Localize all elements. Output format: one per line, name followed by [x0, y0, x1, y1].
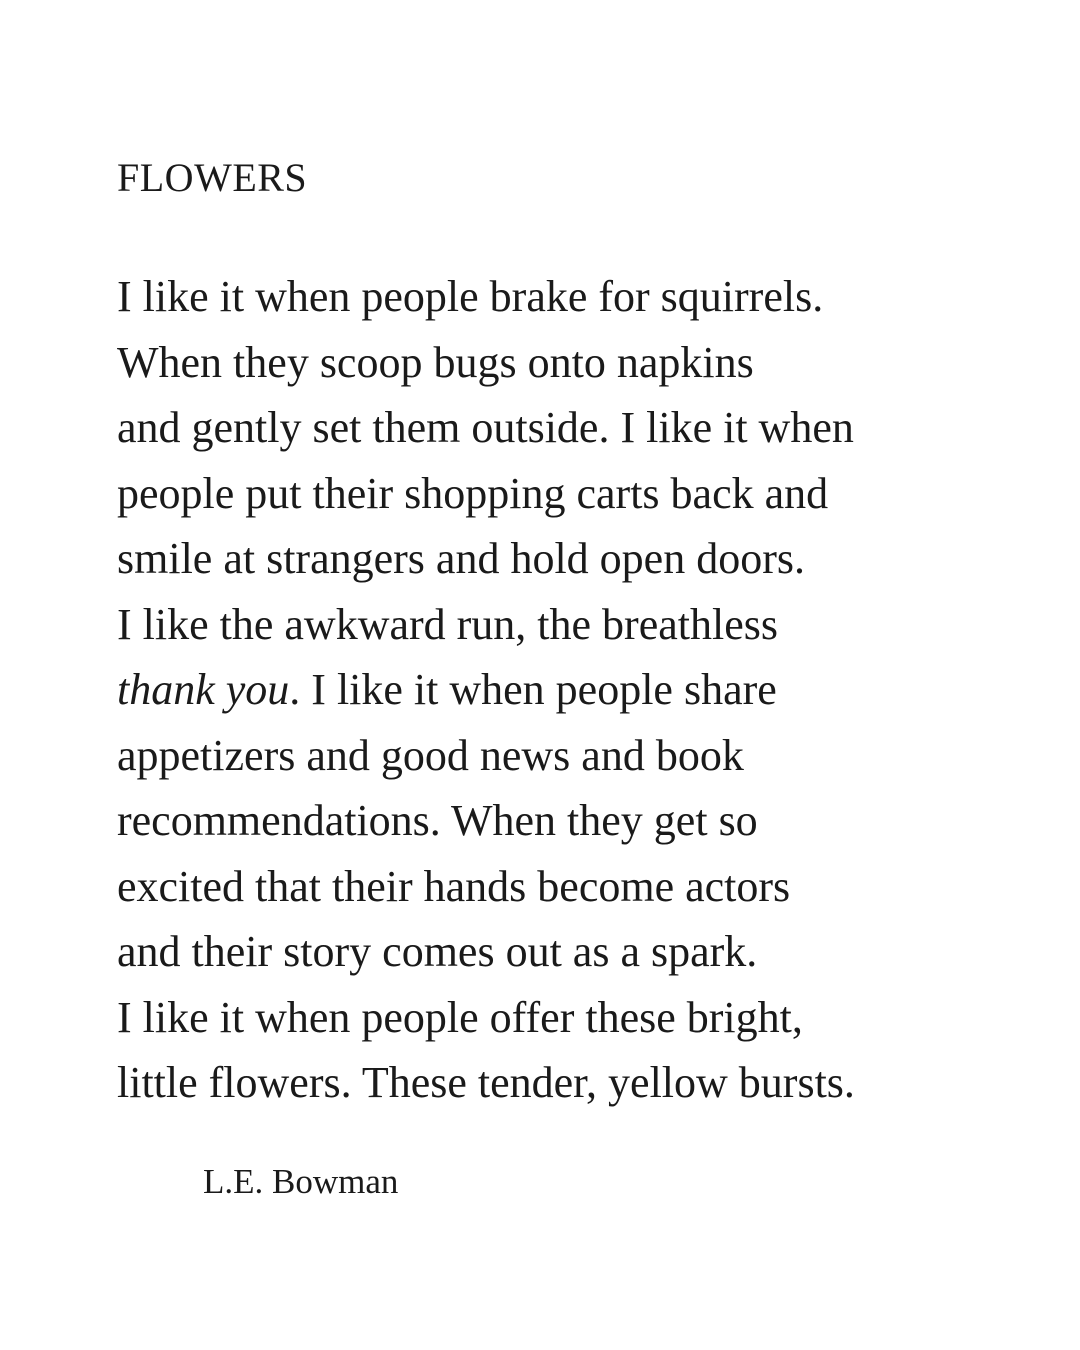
poem-author: L.E. Bowman	[203, 1162, 399, 1201]
italic-phrase: thank you	[117, 665, 290, 714]
poem-body	[117, 264, 1017, 1116]
line-remainder: . I like it when people share	[289, 665, 777, 714]
poem-line	[117, 657, 1017, 723]
poem-line: appetizers and good news and book	[117, 730, 744, 780]
poem-title: FLOWERS	[117, 155, 308, 200]
poem-line: I like it when people brake for squirrels.	[117, 272, 824, 321]
poem-line: and their story comes out as a spark.	[117, 927, 758, 976]
poem-line: little flowers. These tender, yellow bursts.	[117, 1058, 855, 1107]
poem-line: smile at strangers and hold open doors.	[117, 534, 805, 583]
poem-line: and gently set them outside. I like it when	[117, 403, 854, 452]
poem-line: people put their shopping carts back and	[117, 468, 829, 518]
poem-line: When they scoop bugs onto napkins	[117, 337, 754, 387]
poem-line: excited that their hands become actors	[117, 861, 791, 911]
poem-line: I like it when people offer these bright,	[117, 992, 803, 1042]
poem-line: I like the awkward run, the breathless	[117, 599, 778, 649]
poem-line: recommendations. When they get so	[117, 796, 758, 845]
